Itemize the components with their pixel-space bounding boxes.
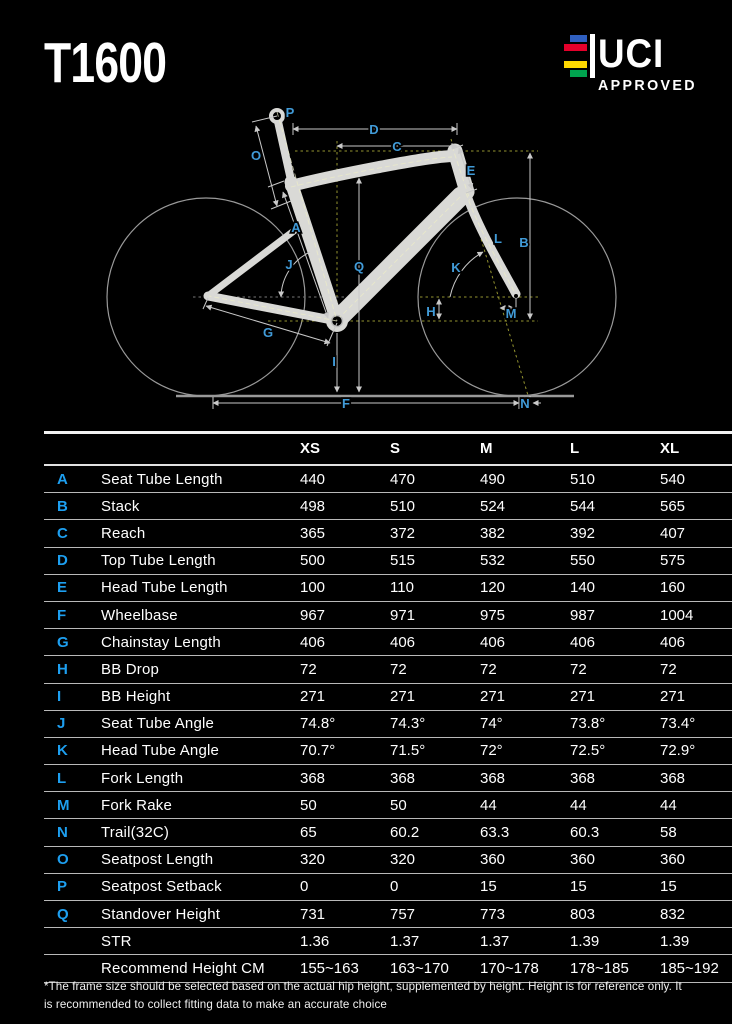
row-value-xs: 100 [300, 579, 326, 597]
table-row [44, 493, 732, 520]
row-value-l: 987 [570, 606, 596, 624]
page-title: T1600 [44, 31, 167, 95]
row-value-xs: 731 [300, 905, 326, 923]
row-letter: N [57, 824, 68, 842]
row-value-xs: 498 [300, 497, 326, 515]
row-value-xs: 271 [300, 688, 326, 706]
table-row [44, 928, 732, 955]
footnote: *The frame size should be selected based on the actual hip height, supplemented by height. Height is for reference only. It is recommended to collect fitting data to make an accurate choice [44, 980, 682, 1011]
row-value-xs: 440 [300, 470, 326, 488]
seat-tube [291, 182, 337, 321]
row-label: Standover Height [101, 905, 221, 923]
table-row [44, 656, 732, 683]
row-label: Seatpost Setback [101, 878, 222, 896]
dim-label-q: Q [353, 259, 365, 274]
row-value-xl: 406 [660, 633, 686, 651]
row-letter: L [57, 769, 67, 787]
row-value-xl: 185~192 [660, 959, 719, 977]
row-value-l: 406 [570, 633, 596, 651]
row-label: Fork Rake [101, 796, 172, 814]
row-letter: K [57, 742, 68, 760]
dim-label-f: F [342, 396, 350, 411]
table-row [44, 901, 732, 928]
uci-logo-name: UCI [597, 32, 664, 76]
row-value-xl: 407 [660, 524, 686, 542]
row-letter: O [57, 851, 69, 869]
row-value-l: 360 [570, 851, 596, 869]
dim-label-m: M [505, 306, 517, 321]
size-column-header-m: M [476, 433, 566, 466]
row-value-s: 110 [390, 579, 414, 597]
dim-label-g: G [262, 325, 274, 340]
row-value-xl: 832 [660, 905, 686, 923]
row-value-m: 170~178 [480, 959, 539, 977]
row-value-m: 74° [480, 715, 503, 733]
row-label: STR [101, 932, 132, 950]
row-value-l: 271 [570, 688, 596, 706]
row-value-m: 406 [480, 633, 506, 651]
row-letter: A [57, 470, 68, 488]
row-value-s: 971 [390, 606, 416, 624]
uci-logo-text [598, 33, 702, 94]
row-value-xs: 406 [300, 633, 326, 651]
row-letter: H [57, 660, 68, 678]
dim-label-h: H [426, 304, 436, 319]
row-value-xs: 967 [300, 606, 326, 624]
table-row [44, 629, 732, 656]
row-value-l: 60.3 [570, 824, 600, 842]
row-value-l: 550 [570, 552, 596, 570]
row-value-xl: 271 [660, 688, 686, 706]
row-value-s: 60.2 [390, 824, 420, 842]
row-value-s: 757 [390, 905, 416, 923]
table-row [44, 819, 732, 846]
row-label: Stack [101, 497, 140, 515]
row-value-xs: 155~163 [300, 959, 359, 977]
row-value-xs: 365 [300, 524, 326, 542]
row-value-xl: 540 [660, 470, 686, 488]
dim-label-a: A [291, 220, 301, 235]
uci-stripe-0 [570, 35, 587, 42]
uci-approved-label: APPROVED [597, 77, 697, 94]
row-value-m: 773 [480, 905, 506, 923]
size-column-header-l: L [566, 433, 656, 466]
dim-label-b: B [519, 235, 529, 250]
uci-stripe-3 [564, 61, 587, 68]
row-value-s: 406 [390, 633, 416, 651]
row-letter: B [57, 497, 68, 515]
size-column-header-xs: XS [296, 433, 386, 466]
row-value-l: 368 [570, 769, 596, 787]
row-value-l: 73.8° [570, 715, 606, 733]
row-letter: I [57, 688, 62, 706]
letter-column-header [44, 433, 99, 466]
dim-label-k: K [451, 260, 461, 275]
size-column-header-xl: XL [656, 433, 732, 466]
row-value-xs: 70.7° [300, 742, 336, 760]
row-label: Top Tube Length [101, 552, 216, 570]
row-value-xs: 320 [300, 851, 326, 869]
table-row [44, 737, 732, 764]
size-header-row [44, 433, 732, 466]
row-value-m: 532 [480, 552, 506, 570]
row-value-xl: 72 [660, 660, 677, 678]
row-value-xl: 160 [660, 579, 686, 597]
row-letter: E [57, 579, 68, 597]
row-value-xl: 44 [660, 796, 677, 814]
dim-label-c: C [392, 139, 402, 154]
row-label: BB Drop [101, 660, 160, 678]
row-label: Head Tube Length [101, 579, 228, 597]
row-value-m: 120 [480, 579, 506, 597]
row-value-xs: 1.36 [300, 932, 330, 950]
row-label: Recommend Height CM [101, 959, 265, 977]
row-value-xl: 360 [660, 851, 686, 869]
table-row [44, 465, 732, 493]
row-value-m: 15 [480, 878, 497, 896]
row-value-s: 0 [390, 878, 399, 896]
page-header [0, 0, 732, 96]
row-label: Seat Tube Length [101, 470, 223, 488]
row-value-l: 544 [570, 497, 596, 515]
dim-label-j: J [285, 257, 293, 272]
row-letter: F [57, 606, 67, 624]
dim-label-d: D [369, 122, 379, 137]
row-value-s: 71.5° [390, 742, 426, 760]
row-value-xl: 1.39 [660, 932, 690, 950]
row-value-xs: 74.8° [300, 715, 336, 733]
row-label: BB Height [101, 688, 171, 706]
row-value-l: 392 [570, 524, 596, 542]
row-value-l: 803 [570, 905, 596, 923]
row-value-xs: 72 [300, 660, 317, 678]
row-value-m: 360 [480, 851, 506, 869]
table-row [44, 765, 732, 792]
size-column-header-s: S [386, 433, 476, 466]
row-label: Trail(32C) [101, 824, 170, 842]
geometry-table [44, 431, 732, 983]
row-value-xl: 565 [660, 497, 686, 515]
row-value-xl: 72.9° [660, 742, 696, 760]
row-value-s: 271 [390, 688, 416, 706]
row-label: Wheelbase [101, 606, 178, 624]
dim-label-p: P [285, 105, 295, 120]
row-letter: J [57, 715, 66, 733]
row-value-s: 74.3° [390, 715, 426, 733]
row-label: Seat Tube Angle [101, 715, 215, 733]
row-value-s: 163~170 [390, 959, 449, 977]
dim-label-o: O [250, 148, 262, 163]
row-value-s: 515 [390, 552, 416, 570]
row-value-m: 44 [480, 796, 497, 814]
uci-stripe-2 [561, 53, 587, 60]
row-value-xs: 65 [300, 824, 317, 842]
row-value-l: 1.39 [570, 932, 600, 950]
table-row [44, 873, 732, 900]
row-value-xs: 500 [300, 552, 326, 570]
row-value-s: 320 [390, 851, 416, 869]
bike-frame [204, 110, 518, 332]
row-letter: D [57, 552, 68, 570]
row-label: Fork Length [101, 769, 184, 787]
table-row [44, 683, 732, 710]
row-value-m: 524 [480, 497, 506, 515]
row-label: Head Tube Angle [101, 742, 220, 760]
row-value-xl: 368 [660, 769, 686, 787]
row-value-xl: 15 [660, 878, 677, 896]
row-value-s: 368 [390, 769, 416, 787]
dim-label-e: E [466, 163, 476, 178]
uci-rainbow-stripes-icon [561, 35, 587, 77]
table-row [44, 547, 732, 574]
row-value-l: 140 [570, 579, 596, 597]
row-value-s: 510 [390, 497, 416, 515]
row-value-m: 72 [480, 660, 497, 678]
dim-label-n: N [520, 396, 530, 411]
dim-label-i: I [332, 354, 336, 369]
row-value-l: 72 [570, 660, 587, 678]
row-value-m: 382 [480, 524, 506, 542]
uci-approved-logo [561, 33, 702, 94]
table-row [44, 601, 732, 628]
table-row [44, 520, 732, 547]
fork [466, 193, 516, 294]
table-row [44, 710, 732, 737]
row-value-l: 510 [570, 470, 596, 488]
uci-stripe-4 [570, 70, 587, 77]
row-letter: G [57, 633, 69, 651]
row-value-l: 15 [570, 878, 587, 896]
seatpost [277, 117, 291, 180]
row-value-m: 63.3 [480, 824, 510, 842]
row-value-m: 271 [480, 688, 506, 706]
label-column-header [99, 433, 296, 466]
front-axle-dot [514, 294, 518, 298]
row-value-l: 178~185 [570, 959, 629, 977]
row-value-xl: 73.4° [660, 715, 696, 733]
row-value-s: 372 [390, 524, 416, 542]
bike-geometry-diagram [0, 95, 732, 431]
table-row [44, 574, 732, 601]
row-value-s: 72 [390, 660, 407, 678]
row-value-m: 368 [480, 769, 506, 787]
row-value-m: 72° [480, 742, 503, 760]
row-value-xl: 575 [660, 552, 686, 570]
row-letter: C [57, 524, 68, 542]
row-value-s: 1.37 [390, 932, 420, 950]
row-value-xs: 50 [300, 796, 317, 814]
row-value-xs: 368 [300, 769, 326, 787]
row-label: Seatpost Length [101, 851, 214, 869]
row-value-m: 1.37 [480, 932, 510, 950]
row-value-xl: 58 [660, 824, 677, 842]
row-value-s: 470 [390, 470, 416, 488]
row-value-m: 975 [480, 606, 506, 624]
row-value-xs: 0 [300, 878, 309, 896]
row-value-l: 72.5° [570, 742, 606, 760]
row-letter: M [57, 796, 70, 814]
row-letter: Q [57, 905, 69, 923]
row-value-xl: 1004 [660, 606, 694, 624]
uci-logo-bar [590, 34, 595, 78]
dim-label-l: L [494, 231, 502, 246]
row-letter: P [57, 878, 68, 896]
uci-stripe-1 [564, 44, 587, 51]
row-label: Reach [101, 524, 146, 542]
row-value-l: 44 [570, 796, 587, 814]
row-label: Chainstay Length [101, 633, 221, 651]
row-value-s: 50 [390, 796, 407, 814]
row-letter [44, 928, 99, 955]
table-row [44, 792, 732, 819]
table-row [44, 846, 732, 873]
row-value-m: 490 [480, 470, 506, 488]
